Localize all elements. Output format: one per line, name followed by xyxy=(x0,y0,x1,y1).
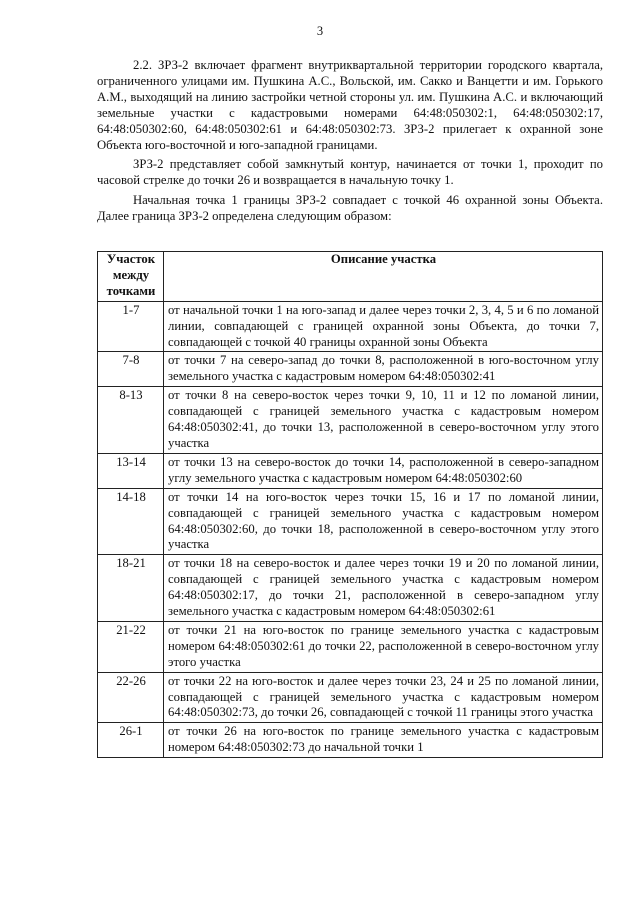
segment-cell: 13-14 xyxy=(98,453,164,488)
description-cell: от точки 18 на северо-восток и далее через точки 19 и 20 по ломаной линии, совпадающей с границей земельного участка с кадастровым номером 64:48:050302:17, до точки 21, расположенной в северо-западном углу земельного участка с кадастровым номером 64:48:050302:61 xyxy=(164,555,603,622)
paragraph-start-point: Начальная точка 1 границы ЗРЗ-2 совпадает с точкой 46 охранной зоны Объекта. Далее граница ЗРЗ-2 определена следующим образом: xyxy=(97,193,603,224)
paragraph-zone-composition: 2.2. ЗРЗ-2 включает фрагмент внутриквартальной территории городского квартала, ограниченного улицами им. Пушкина А.С., Вольской, им. Сакко и Ванцетти и им. Горького А.М., выходящий на линию застройки четной стороны ул. им. Пушкина А.С. и включающий земельные участки с кадастровыми номерами 64:48:050302:1, 64:48:050302:17, 64:48:050302:60, 64:48:050302:61 и 64:48:050302:73. ЗРЗ-2 прилегает к охранной зоне Объекта юго-восточной и юго-западной границами. xyxy=(97,58,603,152)
table-row xyxy=(98,621,603,672)
description-cell: от точки 22 на юго-восток и далее через точки 23, 24 и 25 по ломаной линии, совпадающей с границей земельного участка с кадастровым номером 64:48:050302:73, до точки 26, совпадающей с точкой 11 границы этого участка xyxy=(164,672,603,723)
description-cell: от точки 14 на юго-восток через точки 15, 16 и 17 по ломаной линии, совпадающей с границей земельного участка с кадастровым номером 64:48:050302:60, до точки 18, расположенной в северо-восточном углу этого участка xyxy=(164,488,603,555)
header-segment: Участок между точками xyxy=(98,252,164,302)
segment-cell: 1-7 xyxy=(98,301,164,352)
segment-cell: 26-1 xyxy=(98,723,164,758)
boundary-table xyxy=(97,251,603,758)
table-row xyxy=(98,672,603,723)
table-header-row xyxy=(98,252,603,302)
document-body xyxy=(97,58,603,225)
description-cell: от точки 26 на юго-восток по границе земельного участка с кадастровым номером 64:48:050302:73 до начальной точки 1 xyxy=(164,723,603,758)
table-row xyxy=(98,555,603,622)
description-cell: от точки 13 на северо-восток до точки 14, расположенной в северо-западном углу земельного участка с кадастровым номером 64:48:050302:60 xyxy=(164,453,603,488)
table-row xyxy=(98,352,603,387)
header-description: Описание участка xyxy=(164,252,603,302)
table-row xyxy=(98,387,603,454)
segment-cell: 8-13 xyxy=(98,387,164,454)
description-cell: от точки 21 на юго-восток по границе земельного участка с кадастровым номером 64:48:050302:61 до точки 22, расположенной в северо-восточном углу этого участка xyxy=(164,621,603,672)
segment-cell: 14-18 xyxy=(98,488,164,555)
description-cell: от точки 7 на северо-запад до точки 8, расположенной в юго-восточном углу земельного участка с кадастровым номером 64:48:050302:41 xyxy=(164,352,603,387)
paragraph-contour: ЗРЗ-2 представляет собой замкнутый контур, начинается от точки 1, проходит по часовой стрелке до точки 26 и возвращается в начальную точку 1. xyxy=(97,157,603,188)
table-row xyxy=(98,488,603,555)
table-row xyxy=(98,453,603,488)
description-cell: от точки 8 на северо-восток через точки 9, 10, 11 и 12 по ломаной линии, совпадающей с границей земельного участка с кадастровым номером 64:48:050302:41, до точки 13, расположенной в северо-восточном углу этого участка xyxy=(164,387,603,454)
table-row xyxy=(98,723,603,758)
segment-cell: 18-21 xyxy=(98,555,164,622)
segment-cell: 7-8 xyxy=(98,352,164,387)
table-row xyxy=(98,301,603,352)
description-cell: от начальной точки 1 на юго-запад и далее через точки 2, 3, 4, 5 и 6 по ломаной линии, совпадающей с границей охранной зоны Объекта, до точки 7, совпадающей с точкой 40 границы охранной зоны Объекта xyxy=(164,301,603,352)
segment-cell: 21-22 xyxy=(98,621,164,672)
segment-cell: 22-26 xyxy=(98,672,164,723)
page-number: 3 xyxy=(316,24,324,38)
